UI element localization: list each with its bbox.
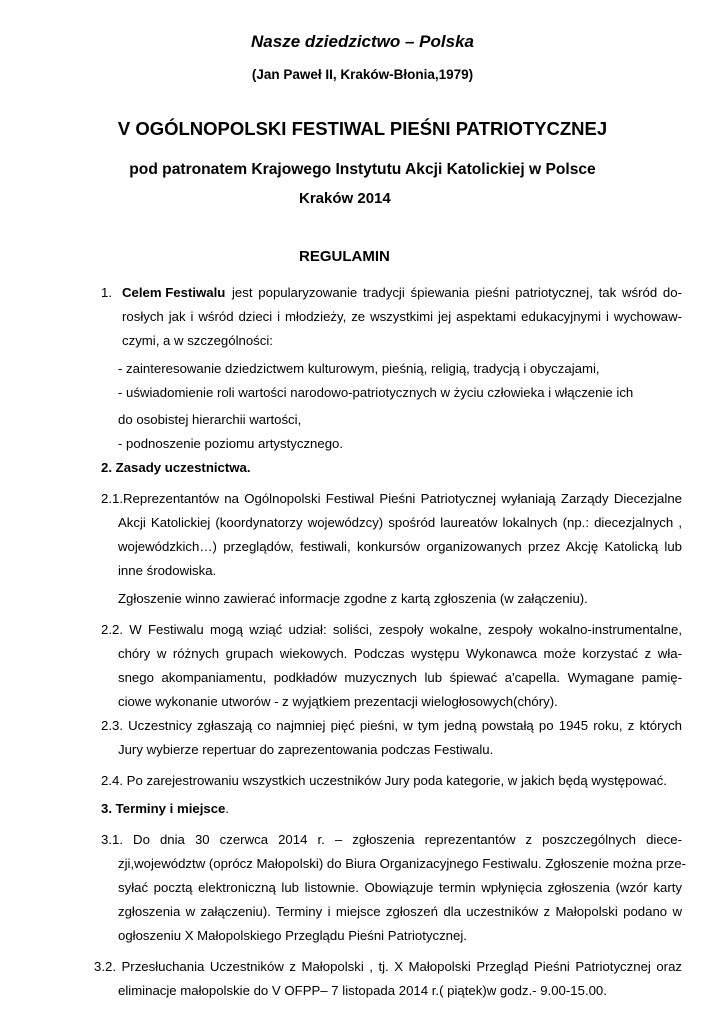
s3-p1-line-1: 3.1. Do dnia 30 czerwca 2014 r. – zgłoszenia reprezentantów z poszczególnych diece- <box>101 832 682 847</box>
s1-bullet-3: - podnoszenie poziomu artystycznego. <box>118 436 344 451</box>
s1-line-1: jest popularyzowanie tradycji śpiewania pieśni patriotycznej, tak wśród do- <box>232 285 682 300</box>
s3-p1-line-3: syłać pocztą elektroniczną lub listownie. Obowiązuje termin wpłynięcia zgłoszenia (wzór karty <box>118 880 682 895</box>
s2-p2-line-3: snego akompaniamentu, podkładów muzycznych lub śpiewać a'capella. Wymagane pamię- <box>118 670 682 685</box>
s1-bold-lead: Celem Festiwalu <box>122 285 226 300</box>
s2-p2-line-2: chóry w różnych grupach wiekowych. Podczas występu Wykonawca może korzystać z wła- <box>118 646 682 661</box>
s2-heading: 2. Zasady uczestnictwa. <box>101 460 251 475</box>
s3-p2-line-2: eliminacje małopolskie do V OFPP– 7 listopada 2014 r.( piątek)w godz.- 9.00-15.00. <box>118 983 607 998</box>
festival-title: V OGÓLNOPOLSKI FESTIWAL PIEŚNI PATRIOTYCZNEJ <box>117 118 608 139</box>
s3-p2-line-1: 3.2. Przesłuchania Uczestników z Małopolski , tj. X Małopolski Przegląd Pieśni Patriotycznej oraz <box>94 959 682 974</box>
s3-p1-line-4: zgłoszenia w załączeniu). Terminy i miejsce zgłoszeń dla uczestników z Małopolski podano w <box>118 904 682 919</box>
s1-bullet-1: - zainteresowanie dziedzictwem kulturowym, pieśnią, religią, tradycją i obyczajami, <box>118 361 600 376</box>
s3-p1-line-2: zji,województw (oprócz Małopolski) do Biura Organizacyjnego Festiwalu. Zgłoszenie można prze- <box>118 856 687 871</box>
motto: Nasze dziedzictwo – Polska <box>251 32 474 51</box>
section-title: REGULAMIN <box>299 248 390 265</box>
s2-p1-line-1: 2.1.Reprezentantów na Ogólnopolski Festiwal Pieśni Patriotycznej wyłaniają Zarządy Diecezjalne <box>101 491 682 506</box>
patronage-line: pod patronatem Krajowego Instytutu Akcji Katolickiej w Polsce <box>129 161 596 178</box>
place-year: Kraków 2014 <box>299 190 391 207</box>
s3-p1-line-5: ogłoszeniu X Małopolskiego Przeglądu Pieśni Patriotycznej. <box>118 928 467 943</box>
s3-heading-row <box>101 801 229 817</box>
motto-source: (Jan Paweł II, Kraków-Błonia,1979) <box>251 67 474 82</box>
s2-p3-line-2: Jury wybierze repertuar do zaprezentowania podczas Festiwalu. <box>118 742 494 757</box>
s2-p1-line-4: inne środowiska. <box>118 563 217 578</box>
s1-line-3: czymi, a w szczególności: <box>122 333 273 348</box>
s2-p1b: Zgłoszenie winno zawierać informacje zgodne z kartą zgłoszenia (w załączeniu). <box>118 591 588 606</box>
s1-number: 1. <box>101 285 112 300</box>
s2-p2-line-1: 2.2. W Festiwalu mogą wziąć udział: soliści, zespoły wokalne, zespoły wokalno-instrumentalne, <box>101 622 682 637</box>
s2-p3-line-1: 2.3. Uczestnicy zgłaszają co najmniej pięć pieśni, w tym jedną powstałą po 1945 roku, z których <box>101 718 682 733</box>
s2-p4: 2.4. Po zarejestrowaniu wszystkich uczestników Jury poda kategorie, w jakich będą występować. <box>101 773 667 788</box>
s2-p1-line-3: wojewódzkich…) przeglądów, festiwali, konkursów organizowanych przez Akcję Katolicką lub <box>118 539 682 554</box>
s3-heading: 3. Terminy i miejsce <box>101 801 226 816</box>
s1-line-2: rosłych jak i wśród dzieci i młodzieży, ze wszystkimi jej aspektami edukacyjnymi i wychowaw- <box>122 309 682 324</box>
s3-heading-end: . <box>225 801 230 816</box>
s2-p1-line-2: Akcji Katolickiej (koordynatorzy wojewódzcy) spośród laureatów lokalnych (np.: diecezjalnych , <box>118 515 682 530</box>
s1-bullet-2-cont: do osobistej hierarchii wartości, <box>118 412 302 427</box>
s1-bullet-2: - uświadomienie roli wartości narodowo-patriotycznych w życiu człowieka i włączenie ich <box>118 385 634 400</box>
s2-p2-line-4: ciowe wykonanie utworów - z wyjątkiem prezentacji wielogłosowych(chóry). <box>118 694 558 709</box>
